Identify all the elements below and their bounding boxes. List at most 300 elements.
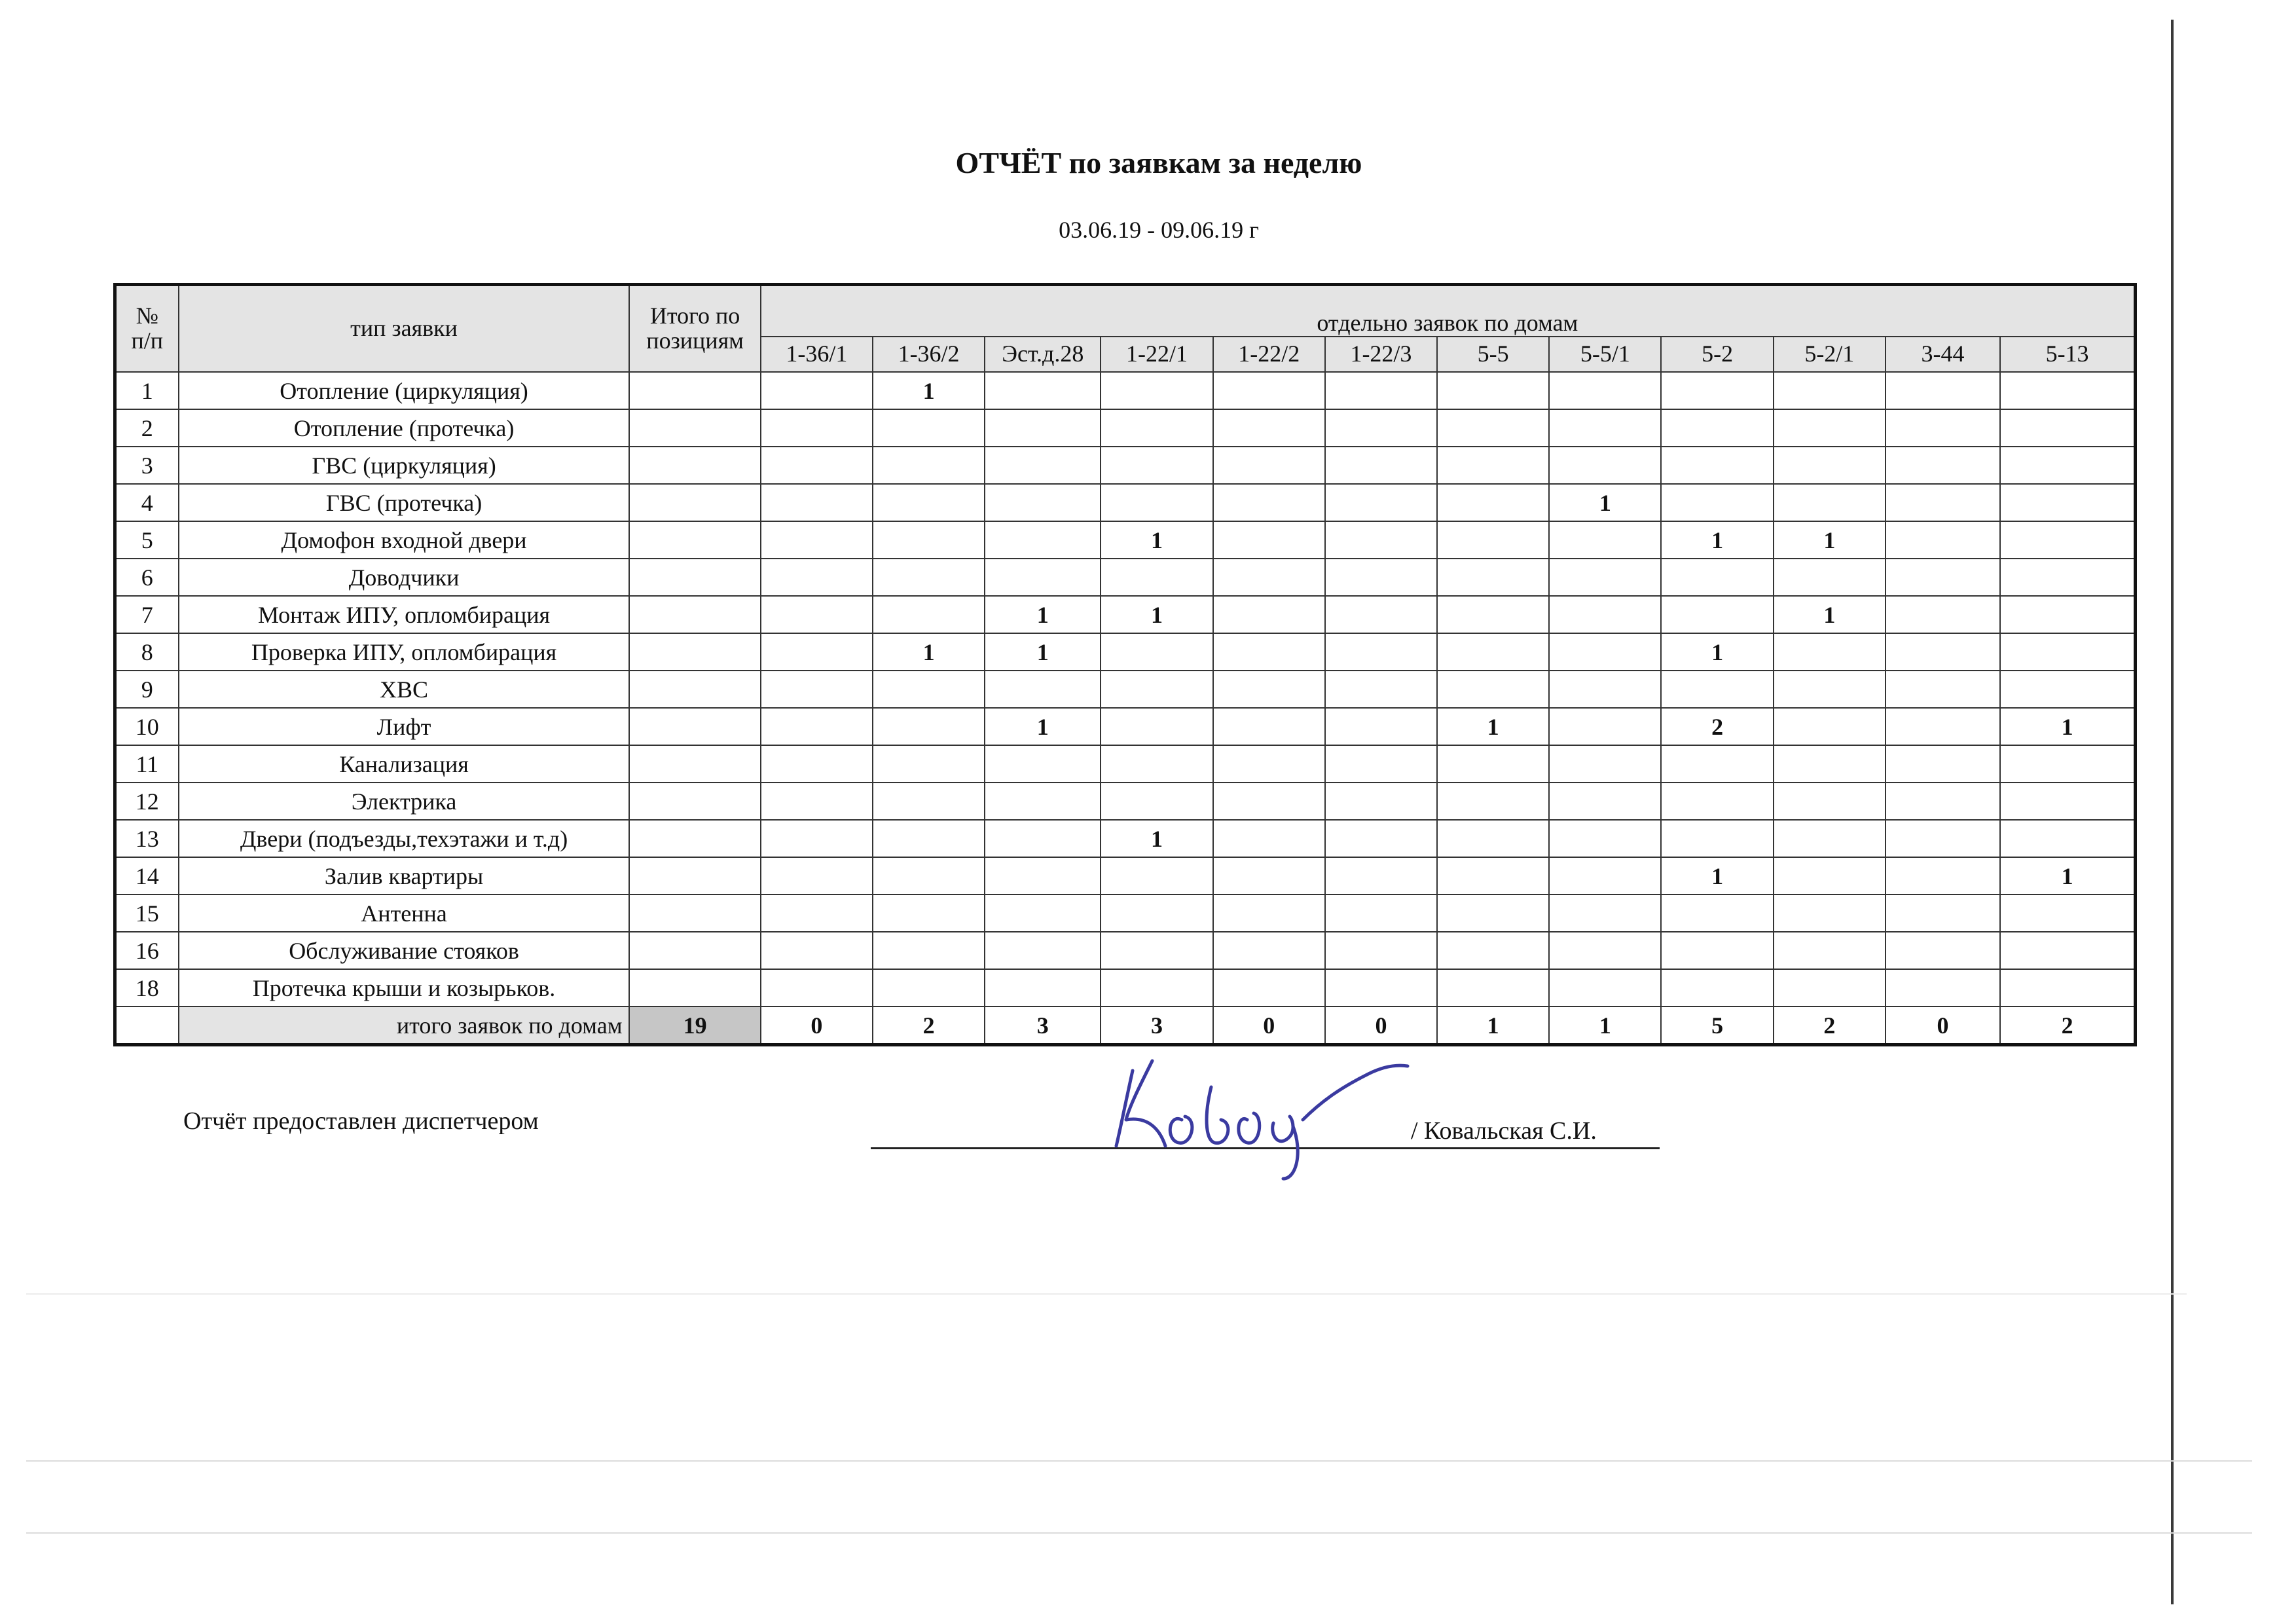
row-total bbox=[629, 895, 760, 932]
house-count-cell bbox=[1437, 969, 1549, 1006]
row-total bbox=[629, 633, 760, 671]
house-count-cell bbox=[1886, 372, 2000, 409]
house-count-cell bbox=[1325, 783, 1437, 820]
house-count-cell bbox=[1101, 671, 1212, 708]
header-total: Итого по позициям bbox=[629, 285, 760, 373]
scan-artifact-line bbox=[26, 1293, 2187, 1295]
house-count-cell bbox=[873, 596, 985, 633]
table-row bbox=[115, 372, 2136, 409]
house-count-cell bbox=[1325, 932, 1437, 969]
header-house: 5-2/1 bbox=[1774, 337, 1886, 372]
row-number: 3 bbox=[115, 447, 179, 484]
house-count-cell bbox=[1101, 447, 1212, 484]
house-count-cell bbox=[873, 559, 985, 596]
house-count-cell bbox=[2000, 372, 2135, 409]
house-count-cell bbox=[1774, 447, 1886, 484]
house-count-cell bbox=[1437, 409, 1549, 447]
house-count-cell: 1 bbox=[1549, 484, 1661, 521]
table-row bbox=[115, 895, 2136, 932]
house-count-cell bbox=[1549, 372, 1661, 409]
house-count-cell bbox=[985, 559, 1101, 596]
house-count-cell bbox=[761, 708, 873, 745]
house-count-cell bbox=[1213, 820, 1325, 857]
house-count-cell bbox=[1661, 932, 1773, 969]
house-count-cell bbox=[985, 969, 1101, 1006]
row-type: Антенна bbox=[179, 895, 630, 932]
row-number: 14 bbox=[115, 857, 179, 895]
house-count-cell bbox=[1774, 484, 1886, 521]
house-count-cell bbox=[985, 447, 1101, 484]
house-count-cell bbox=[1886, 596, 2000, 633]
house-count-cell bbox=[1101, 409, 1212, 447]
house-count-cell bbox=[985, 932, 1101, 969]
header-number: № п/п bbox=[115, 285, 179, 373]
house-count-cell bbox=[1101, 745, 1212, 783]
house-count-cell bbox=[1213, 857, 1325, 895]
house-count-cell: 1 bbox=[985, 633, 1101, 671]
house-count-cell bbox=[1886, 671, 2000, 708]
header-house: 5-2 bbox=[1661, 337, 1773, 372]
table-row bbox=[115, 671, 2136, 708]
house-count-cell bbox=[873, 447, 985, 484]
totals-label: итого заявок по домам bbox=[179, 1006, 630, 1045]
row-total bbox=[629, 820, 760, 857]
house-count-cell bbox=[985, 745, 1101, 783]
totals-overall: 19 bbox=[629, 1006, 760, 1045]
house-count-cell bbox=[1325, 447, 1437, 484]
header-house: 5-5/1 bbox=[1549, 337, 1661, 372]
row-number: 2 bbox=[115, 409, 179, 447]
row-total bbox=[629, 521, 760, 559]
row-type: Обслуживание стояков bbox=[179, 932, 630, 969]
house-count-cell: 1 bbox=[1101, 521, 1212, 559]
house-count-cell bbox=[1325, 745, 1437, 783]
report-period: 03.06.19 - 09.06.19 г bbox=[1059, 217, 1259, 243]
house-count-cell bbox=[1661, 783, 1773, 820]
house-count-cell bbox=[1549, 409, 1661, 447]
totals-house-cell: 2 bbox=[873, 1006, 985, 1045]
house-count-cell bbox=[873, 484, 985, 521]
header-row-top bbox=[115, 285, 2136, 337]
house-count-cell bbox=[761, 372, 873, 409]
house-count-cell bbox=[1886, 484, 2000, 521]
header-house: Эст.д.28 bbox=[985, 337, 1101, 372]
house-count-cell bbox=[1213, 559, 1325, 596]
table-row bbox=[115, 708, 2136, 745]
house-count-cell bbox=[761, 484, 873, 521]
house-count-cell bbox=[761, 969, 873, 1006]
house-count-cell bbox=[1549, 969, 1661, 1006]
house-count-cell: 1 bbox=[1101, 820, 1212, 857]
totals-blank-cell bbox=[115, 1006, 179, 1045]
house-count-cell bbox=[985, 521, 1101, 559]
house-count-cell bbox=[761, 559, 873, 596]
house-count-cell bbox=[985, 671, 1101, 708]
header-house: 1-36/2 bbox=[873, 337, 985, 372]
house-count-cell bbox=[1325, 633, 1437, 671]
house-count-cell bbox=[1325, 372, 1437, 409]
house-count-cell bbox=[985, 484, 1101, 521]
row-number: 4 bbox=[115, 484, 179, 521]
table-row bbox=[115, 969, 2136, 1006]
house-count-cell bbox=[1661, 596, 1773, 633]
house-count-cell bbox=[1886, 783, 2000, 820]
row-number: 1 bbox=[115, 372, 179, 409]
header-houses-group: отдельно заявок по домам bbox=[761, 285, 2136, 337]
house-count-cell bbox=[2000, 409, 2135, 447]
house-count-cell: 1 bbox=[985, 708, 1101, 745]
house-count-cell bbox=[1661, 559, 1773, 596]
house-count-cell bbox=[1774, 372, 1886, 409]
house-count-cell: 2 bbox=[1661, 708, 1773, 745]
house-count-cell bbox=[1101, 783, 1212, 820]
house-count-cell bbox=[1213, 596, 1325, 633]
house-count-cell bbox=[1774, 969, 1886, 1006]
house-count-cell bbox=[1101, 932, 1212, 969]
totals-house-cell: 5 bbox=[1661, 1006, 1773, 1045]
house-count-cell bbox=[2000, 969, 2135, 1006]
house-count-cell bbox=[761, 447, 873, 484]
house-count-cell bbox=[1325, 484, 1437, 521]
totals-row bbox=[115, 1006, 2136, 1045]
row-type: Двери (подъезды,техэтажи и т.д) bbox=[179, 820, 630, 857]
table-row bbox=[115, 521, 2136, 559]
row-total bbox=[629, 447, 760, 484]
house-count-cell bbox=[1774, 783, 1886, 820]
table-row bbox=[115, 447, 2136, 484]
house-count-cell bbox=[1661, 409, 1773, 447]
house-count-cell bbox=[1213, 447, 1325, 484]
house-count-cell bbox=[1774, 857, 1886, 895]
house-count-cell bbox=[1661, 372, 1773, 409]
house-count-cell bbox=[1549, 521, 1661, 559]
house-count-cell: 1 bbox=[1661, 857, 1773, 895]
house-count-cell bbox=[761, 671, 873, 708]
house-count-cell: 1 bbox=[1774, 521, 1886, 559]
report-body bbox=[115, 372, 2136, 1045]
house-count-cell bbox=[1101, 895, 1212, 932]
house-count-cell bbox=[1549, 820, 1661, 857]
row-type: Проверка ИПУ, опломбирация bbox=[179, 633, 630, 671]
row-type: Домофон входной двери bbox=[179, 521, 630, 559]
house-count-cell bbox=[1774, 745, 1886, 783]
house-count-cell bbox=[761, 932, 873, 969]
house-count-cell bbox=[1886, 820, 2000, 857]
house-count-cell bbox=[1661, 895, 1773, 932]
house-count-cell bbox=[1774, 559, 1886, 596]
table-row bbox=[115, 596, 2136, 633]
house-count-cell bbox=[1549, 596, 1661, 633]
house-count-cell bbox=[1325, 671, 1437, 708]
house-count-cell bbox=[761, 633, 873, 671]
row-total bbox=[629, 596, 760, 633]
row-type: Доводчики bbox=[179, 559, 630, 596]
row-type: Канализация bbox=[179, 745, 630, 783]
house-count-cell bbox=[1325, 521, 1437, 559]
house-count-cell bbox=[985, 409, 1101, 447]
house-count-cell bbox=[2000, 671, 2135, 708]
totals-house-cell: 0 bbox=[761, 1006, 873, 1045]
house-count-cell: 1 bbox=[873, 633, 985, 671]
header-house: 1-36/1 bbox=[761, 337, 873, 372]
house-count-cell bbox=[761, 820, 873, 857]
house-count-cell bbox=[873, 895, 985, 932]
scan-page-edge bbox=[2171, 20, 2174, 1604]
row-total bbox=[629, 671, 760, 708]
row-total bbox=[629, 484, 760, 521]
house-count-cell bbox=[1101, 633, 1212, 671]
house-count-cell bbox=[1549, 671, 1661, 708]
house-count-cell bbox=[1437, 857, 1549, 895]
row-number: 8 bbox=[115, 633, 179, 671]
house-count-cell bbox=[1437, 484, 1549, 521]
house-count-cell bbox=[1774, 820, 1886, 857]
header-house: 5-13 bbox=[2000, 337, 2135, 372]
table-row bbox=[115, 633, 2136, 671]
header-house: 1-22/3 bbox=[1325, 337, 1437, 372]
house-count-cell bbox=[1437, 633, 1549, 671]
row-number: 7 bbox=[115, 596, 179, 633]
table-row bbox=[115, 857, 2136, 895]
house-count-cell: 1 bbox=[1774, 596, 1886, 633]
house-count-cell bbox=[1886, 895, 2000, 932]
footer-label: Отчёт предоставлен диспетчером bbox=[183, 1107, 539, 1135]
house-count-cell bbox=[1549, 708, 1661, 745]
house-count-cell bbox=[1774, 895, 1886, 932]
house-count-cell bbox=[1549, 447, 1661, 484]
house-count-cell bbox=[1886, 932, 2000, 969]
house-count-cell bbox=[1325, 559, 1437, 596]
house-count-cell bbox=[1774, 409, 1886, 447]
row-total bbox=[629, 932, 760, 969]
house-count-cell bbox=[873, 783, 985, 820]
house-count-cell bbox=[1774, 932, 1886, 969]
house-count-cell bbox=[1101, 969, 1212, 1006]
house-count-cell bbox=[1774, 708, 1886, 745]
house-count-cell bbox=[761, 409, 873, 447]
house-count-cell bbox=[761, 521, 873, 559]
house-count-cell bbox=[1661, 745, 1773, 783]
row-type: Монтаж ИПУ, опломбирация bbox=[179, 596, 630, 633]
totals-house-cell: 1 bbox=[1549, 1006, 1661, 1045]
row-type: ХВС bbox=[179, 671, 630, 708]
house-count-cell bbox=[873, 671, 985, 708]
row-number: 9 bbox=[115, 671, 179, 708]
house-count-cell: 1 bbox=[985, 596, 1101, 633]
house-count-cell bbox=[873, 969, 985, 1006]
house-count-cell bbox=[1437, 559, 1549, 596]
house-count-cell bbox=[1886, 745, 2000, 783]
house-count-cell bbox=[1886, 521, 2000, 559]
row-total bbox=[629, 372, 760, 409]
house-count-cell bbox=[1437, 596, 1549, 633]
table-row bbox=[115, 932, 2136, 969]
house-count-cell bbox=[1213, 969, 1325, 1006]
header-type: тип заявки bbox=[179, 285, 630, 373]
house-count-cell bbox=[1886, 708, 2000, 745]
table-row bbox=[115, 409, 2136, 447]
house-count-cell bbox=[2000, 633, 2135, 671]
house-count-cell bbox=[873, 745, 985, 783]
house-count-cell bbox=[1101, 857, 1212, 895]
house-count-cell bbox=[1549, 783, 1661, 820]
totals-house-cell: 3 bbox=[1101, 1006, 1212, 1045]
row-number: 5 bbox=[115, 521, 179, 559]
house-count-cell bbox=[1437, 521, 1549, 559]
table-row bbox=[115, 745, 2136, 783]
house-count-cell bbox=[1549, 895, 1661, 932]
house-count-cell bbox=[1886, 969, 2000, 1006]
header-house: 5-5 bbox=[1437, 337, 1549, 372]
house-count-cell bbox=[1437, 932, 1549, 969]
house-count-cell bbox=[2000, 783, 2135, 820]
totals-house-cell: 0 bbox=[1325, 1006, 1437, 1045]
house-count-cell bbox=[1661, 671, 1773, 708]
house-count-cell bbox=[1774, 633, 1886, 671]
house-count-cell bbox=[1213, 409, 1325, 447]
house-count-cell bbox=[1886, 633, 2000, 671]
row-type: Залив квартиры bbox=[179, 857, 630, 895]
house-count-cell bbox=[1886, 447, 2000, 484]
house-count-cell bbox=[1213, 484, 1325, 521]
handwritten-signature bbox=[1106, 1048, 1421, 1185]
row-total bbox=[629, 783, 760, 820]
house-count-cell bbox=[761, 745, 873, 783]
house-count-cell bbox=[2000, 820, 2135, 857]
house-count-cell bbox=[1886, 559, 2000, 596]
house-count-cell bbox=[1437, 745, 1549, 783]
house-count-cell bbox=[1549, 559, 1661, 596]
house-count-cell bbox=[1101, 559, 1212, 596]
house-count-cell bbox=[1101, 484, 1212, 521]
house-count-cell bbox=[1101, 372, 1212, 409]
table-row bbox=[115, 484, 2136, 521]
house-count-cell bbox=[2000, 932, 2135, 969]
house-count-cell bbox=[1213, 708, 1325, 745]
house-count-cell bbox=[1213, 783, 1325, 820]
house-count-cell bbox=[1101, 708, 1212, 745]
house-count-cell bbox=[873, 708, 985, 745]
house-count-cell: 1 bbox=[873, 372, 985, 409]
row-type: Отопление (циркуляция) bbox=[179, 372, 630, 409]
scan-artifact-line bbox=[26, 1532, 2252, 1534]
row-type: Электрика bbox=[179, 783, 630, 820]
row-total bbox=[629, 409, 760, 447]
table-row bbox=[115, 783, 2136, 820]
row-total bbox=[629, 708, 760, 745]
house-count-cell bbox=[1213, 932, 1325, 969]
house-count-cell bbox=[1213, 633, 1325, 671]
row-total bbox=[629, 559, 760, 596]
row-number: 15 bbox=[115, 895, 179, 932]
house-count-cell bbox=[985, 783, 1101, 820]
house-count-cell bbox=[1437, 447, 1549, 484]
row-total bbox=[629, 745, 760, 783]
house-count-cell bbox=[1213, 521, 1325, 559]
row-type: Отопление (протечка) bbox=[179, 409, 630, 447]
house-count-cell bbox=[2000, 745, 2135, 783]
house-count-cell bbox=[873, 820, 985, 857]
table-row bbox=[115, 820, 2136, 857]
house-count-cell bbox=[1325, 857, 1437, 895]
house-count-cell bbox=[1886, 409, 2000, 447]
row-number: 10 bbox=[115, 708, 179, 745]
house-count-cell: 1 bbox=[2000, 857, 2135, 895]
row-total bbox=[629, 969, 760, 1006]
house-count-cell bbox=[1213, 745, 1325, 783]
totals-house-cell: 3 bbox=[985, 1006, 1101, 1045]
house-count-cell bbox=[1437, 671, 1549, 708]
house-count-cell bbox=[1325, 895, 1437, 932]
house-count-cell bbox=[1549, 745, 1661, 783]
row-type: ГВС (циркуляция) bbox=[179, 447, 630, 484]
row-type: Протечка крыши и козырьков. bbox=[179, 969, 630, 1006]
house-count-cell bbox=[1437, 372, 1549, 409]
header-house: 3-44 bbox=[1886, 337, 2000, 372]
house-count-cell bbox=[761, 783, 873, 820]
totals-house-cell: 0 bbox=[1886, 1006, 2000, 1045]
house-count-cell: 1 bbox=[1437, 708, 1549, 745]
row-number: 11 bbox=[115, 745, 179, 783]
totals-house-cell: 2 bbox=[2000, 1006, 2135, 1045]
house-count-cell bbox=[1325, 708, 1437, 745]
header-house: 1-22/1 bbox=[1101, 337, 1212, 372]
house-count-cell bbox=[1661, 484, 1773, 521]
row-type: Лифт bbox=[179, 708, 630, 745]
house-count-cell bbox=[873, 857, 985, 895]
totals-house-cell: 1 bbox=[1437, 1006, 1549, 1045]
house-count-cell bbox=[1774, 671, 1886, 708]
house-count-cell bbox=[1325, 596, 1437, 633]
house-count-cell bbox=[2000, 596, 2135, 633]
row-total bbox=[629, 857, 760, 895]
house-count-cell bbox=[1213, 372, 1325, 409]
house-count-cell bbox=[1549, 633, 1661, 671]
house-count-cell: 1 bbox=[1661, 633, 1773, 671]
house-count-cell bbox=[1213, 671, 1325, 708]
signer-name: / Ковальская С.И. bbox=[1411, 1117, 1597, 1145]
house-count-cell bbox=[985, 857, 1101, 895]
house-count-cell: 1 bbox=[1661, 521, 1773, 559]
house-count-cell bbox=[2000, 521, 2135, 559]
header-house: 1-22/2 bbox=[1213, 337, 1325, 372]
house-count-cell bbox=[1661, 969, 1773, 1006]
house-count-cell: 1 bbox=[1101, 596, 1212, 633]
house-count-cell bbox=[761, 895, 873, 932]
house-count-cell bbox=[761, 596, 873, 633]
house-count-cell bbox=[2000, 895, 2135, 932]
table-row bbox=[115, 559, 2136, 596]
house-count-cell bbox=[761, 857, 873, 895]
totals-house-cell: 2 bbox=[1774, 1006, 1886, 1045]
page-title: ОТЧЁТ по заявкам за неделю bbox=[955, 146, 1362, 179]
house-count-cell bbox=[985, 820, 1101, 857]
house-count-cell bbox=[2000, 447, 2135, 484]
house-count-cell bbox=[1325, 409, 1437, 447]
scan-artifact-line bbox=[26, 1460, 2252, 1462]
totals-house-cell: 0 bbox=[1213, 1006, 1325, 1045]
house-count-cell bbox=[985, 372, 1101, 409]
house-count-cell: 1 bbox=[2000, 708, 2135, 745]
house-count-cell bbox=[1549, 857, 1661, 895]
house-count-cell bbox=[1437, 895, 1549, 932]
house-count-cell bbox=[1213, 895, 1325, 932]
house-count-cell bbox=[2000, 484, 2135, 521]
house-count-cell bbox=[873, 521, 985, 559]
house-count-cell bbox=[1886, 857, 2000, 895]
row-type: ГВС (протечка) bbox=[179, 484, 630, 521]
house-count-cell bbox=[1437, 820, 1549, 857]
